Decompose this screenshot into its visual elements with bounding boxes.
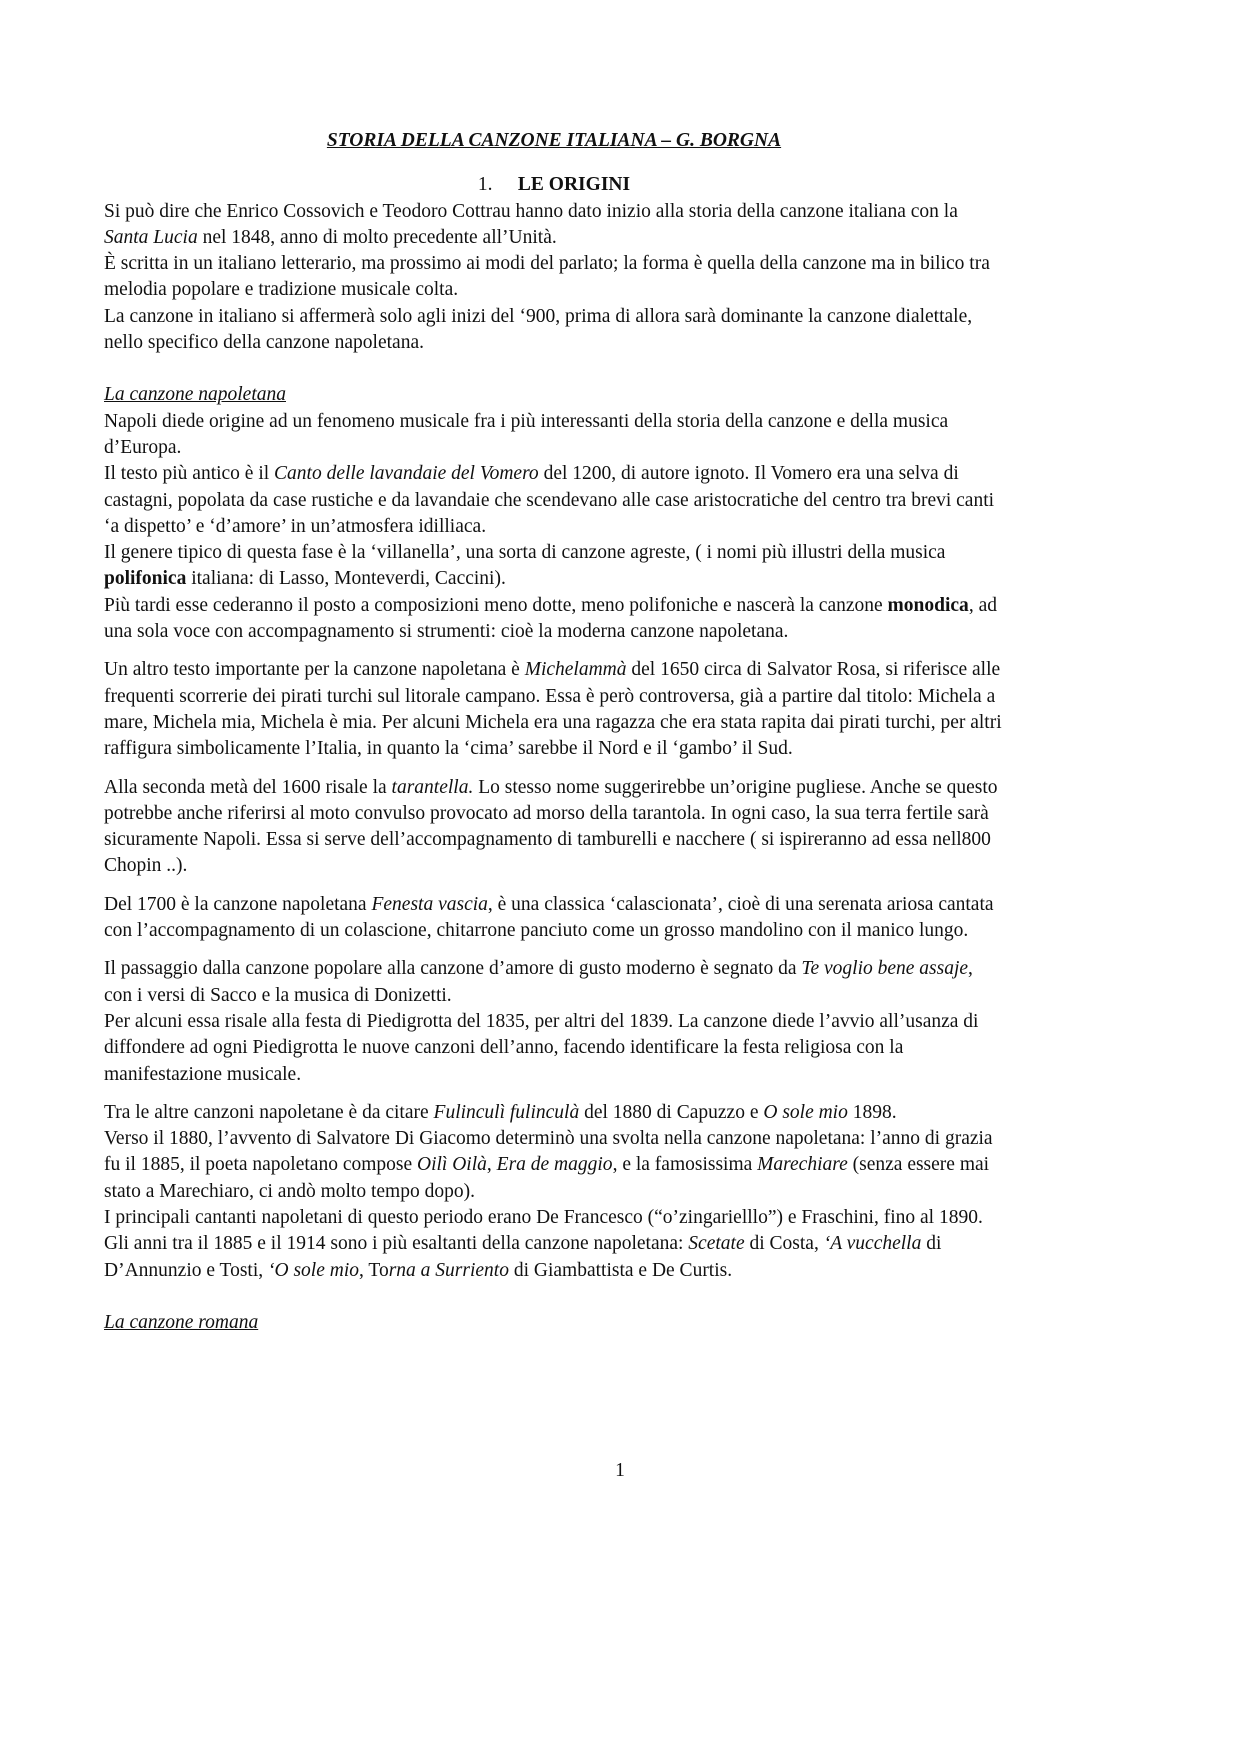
text-run: Tra le altre canzoni napoletane è da citare: [104, 1101, 434, 1123]
text-run: Gli anni tra il 1885 e il 1914 sono i più esaltanti della canzone napoletana:: [104, 1233, 689, 1255]
subheading: La canzone romana: [104, 1311, 259, 1333]
paragraph: [104, 1100, 1004, 1126]
text-run: Alla seconda metà del 1600 risale la: [104, 776, 392, 798]
text-run: di Costa,: [744, 1233, 824, 1255]
paragraph: [104, 1126, 1004, 1205]
text-run: italiana: di Lasso, Monteverdi, Caccini).: [186, 568, 506, 590]
italic-text: Te voglio bene assaje: [801, 958, 969, 980]
text-run: (senza essere mai stato a Marechiaro, ci andò molto tempo dopo).: [104, 1154, 990, 1202]
text-run: 1898.: [847, 1101, 897, 1123]
text-run: , è una classica ‘calascionata’, cioè di una serenata ariosa cantata con l’accompagnamento di un colascione, chitarrone panciuto come un grosso mandolino con il manico lungo.: [104, 893, 994, 942]
text-run: , con i versi di Sacco e la musica di Donizetti.: [104, 958, 973, 1006]
italic-text: ‘A vucchella: [823, 1233, 922, 1255]
section-title: LE ORIGINI: [517, 174, 631, 196]
text-run: di Giambattista e De Curtis.: [508, 1259, 733, 1281]
paragraph: [104, 1231, 1004, 1284]
italic-text: rna a Surriento: [388, 1259, 509, 1281]
text-run: , To: [359, 1259, 389, 1281]
italic-text: Oilì Oilà: [417, 1154, 487, 1176]
italic-text: tarantella.: [391, 776, 474, 798]
paragraph: [104, 461, 1004, 540]
italic-text: Michelammà: [524, 659, 627, 681]
italic-text: Fenesta vascia: [371, 893, 488, 915]
paragraph: [104, 540, 1004, 593]
section-number: 1.: [477, 174, 493, 196]
italic-text: Santa Lucia: [104, 226, 198, 248]
paragraph: [104, 775, 1004, 880]
paragraph: I principali cantanti napoletani di questo periodo erano De Francesco (“o’zingarielllo”) e Fraschini, fino al 1890.: [104, 1206, 983, 1228]
text-run: del 1650 circa di Salvator Rosa, si riferisce alle frequenti scorrerie dei pirati turchi sul litorale campano. Essa è però controversa, già a partire dal titolo: Michela a mare, Michela mia, Michela è mia. Per alcuni Michela era una ragazza che era stata rapita dai pirati turchi, per altri raffigura simbolicamente l’Italia, in quanto la ‘cima’ sarebbe il Nord e il ‘gambo’ il Sud.: [104, 659, 1002, 760]
italic-text: ‘O sole mio: [268, 1259, 360, 1281]
text-run: Il genere tipico di questa fase è la ‘villanella’, una sorta di canzone agreste, ( i nomi più illustri della musica: [104, 542, 946, 564]
paragraph: [104, 956, 1004, 1009]
italic-text: O sole mio: [763, 1101, 848, 1123]
text-run: Del 1700 è la canzone napoletana: [104, 893, 372, 915]
paragraph: La canzone in italiano si affermerà solo agli inizi del ‘900, prima di allora sarà dominante la canzone dialettale, nello specifico della canzone napoletana.: [104, 305, 973, 354]
text-run: ,: [486, 1154, 497, 1176]
page-number: 1: [615, 1460, 625, 1481]
italic-text: Scetate: [688, 1233, 745, 1255]
text-run: Si può dire che Enrico Cossovich e Teodoro Cottrau hanno dato inizio alla storia della canzone italiana con la: [104, 200, 958, 222]
text-run: Il testo più antico è il: [104, 463, 275, 485]
italic-text: Marechiare: [757, 1154, 848, 1176]
text-run: Verso il 1880, l’avvento di Salvatore Di Giacomo determinò una svolta nella canzone napoletana: l’anno di grazia fu il 1885, il poeta napoletano compose: [104, 1128, 993, 1176]
paragraph: Napoli diede origine ad un fenomeno musicale fra i più interessanti della storia della canzone e della musica d’Europa.: [104, 410, 949, 458]
paragraph: È scritta in un italiano letterario, ma prossimo ai modi del parlato; la forma è quella della canzone ma in bilico tra melodia popolare e tradizione musicale colta.: [104, 253, 990, 301]
italic-text: Fulinculì fulinculà: [433, 1101, 580, 1123]
paragraph: [104, 657, 1004, 762]
text-run: del 1200, di autore ignoto. Il Vomero era una selva di castagni, popolata da case rustiche e da lavandaie che scendevano alle case aristocratiche del centro tra brevi canti ‘a dispetto’ e ‘d’amore’ in un’atmosfera idilliaca.: [104, 463, 995, 537]
document-title: STORIA DELLA CANZONE ITALIANA – G. BORGNA: [326, 130, 782, 151]
section-heading: [104, 172, 1004, 198]
bold-text: monodica: [887, 594, 969, 616]
italic-text: Era de maggio: [496, 1154, 613, 1176]
paragraph: [104, 199, 1004, 252]
text-run: , e la famosissima: [612, 1154, 758, 1176]
subheading: La canzone napoletana: [104, 384, 286, 406]
text-run: Più tardi esse cederanno il posto a composizioni meno dotte, meno polifoniche e nascerà la canzone: [104, 594, 888, 616]
text-run: del 1880 di Capuzzo e: [579, 1101, 764, 1123]
document-page: [104, 128, 1004, 1336]
text-run: Il passaggio dalla canzone popolare alla canzone d’amore di gusto moderno è segnato da: [104, 958, 802, 980]
text-run: nel 1848, anno di molto precedente all’Unità.: [197, 226, 557, 248]
text-run: Lo stesso nome suggerirebbe un’origine pugliese. Anche se questo potrebbe anche riferirsi al moto convulso provocato ad morso della tarantola. In ogni caso, la sua terra fertile sarà sicuramente Napoli. Essa si serve dell’accompagnamento di tamburelli e nacchere ( si ispireranno ad essa nell800 Chopin ..).: [104, 776, 998, 877]
paragraph: Per alcuni essa risale alla festa di Piedigrotta del 1835, per altri del 1839. La canzone diede l’avvio all’usanza di diffondere ad ogni Piedigrotta le nuove canzoni dell’anno, facendo identificare la festa religiosa con la manifestazione musicale.: [104, 1010, 979, 1085]
text-run: , ad una sola voce con accompagnamento si strumenti: cioè la moderna canzone napoletana.: [104, 594, 997, 643]
text-run: di D’Annunzio e Tosti,: [104, 1233, 942, 1281]
bold-text: polifonica: [104, 568, 187, 590]
italic-text: Canto delle lavandaie del Vomero: [274, 463, 539, 485]
paragraph: [104, 892, 1004, 945]
paragraph: [104, 593, 1004, 646]
text-run: Un altro testo importante per la canzone napoletana è: [104, 659, 525, 681]
